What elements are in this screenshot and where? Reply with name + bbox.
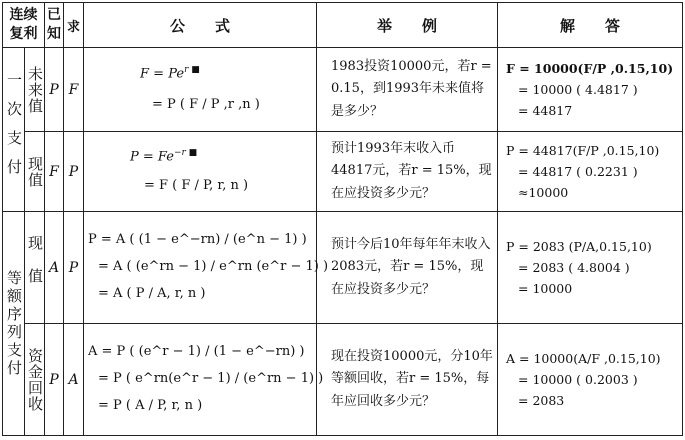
row-find: A xyxy=(64,324,84,436)
row-find: P xyxy=(64,132,84,212)
header-known-top: 已 xyxy=(47,7,61,24)
header-example-label: 举例 xyxy=(376,16,467,35)
formula-line: = A ( P / A, r, n ) xyxy=(98,285,206,301)
formula-line: $P = Fe^{-r ■}$ xyxy=(130,147,198,165)
formula-line: = P ( A / P, r, n ) xyxy=(98,397,203,413)
header-answer-label: 解答 xyxy=(559,16,650,35)
answer-line: P = 44817(F/P ,0.15,10) xyxy=(506,142,660,158)
header-formula xyxy=(84,3,317,48)
row-formula xyxy=(84,132,317,212)
header-continuous-compounding xyxy=(3,3,45,48)
formula-line: $F = Pe^{r ■}$ xyxy=(140,64,200,82)
answer-line: = 10000 ( 4.4817 ) xyxy=(518,81,638,97)
answer-line: P = 2083 (P/A,0.15,10) xyxy=(506,238,652,254)
group-series-label: 等额序列支付 xyxy=(5,269,23,378)
row-known: A xyxy=(45,212,64,324)
group-single-label: 一次支付 xyxy=(5,71,23,188)
row-known: F xyxy=(45,132,64,212)
formula-line: = F ( F / P, r, n ) xyxy=(144,178,249,194)
row-type-label: 资金回收 xyxy=(26,347,44,412)
row-answer xyxy=(498,324,683,436)
table-row xyxy=(3,132,683,212)
header-answer xyxy=(498,3,683,48)
row-known: P xyxy=(45,48,64,132)
answer-line: = 2083 ( 4.8004 ) xyxy=(518,259,630,275)
header-continuous-label: 连续 xyxy=(9,7,38,24)
answer-line: = 44817 ( 0.2231 ) xyxy=(518,163,638,179)
answer-line: ≈10000 xyxy=(518,185,569,201)
row-type xyxy=(25,212,45,324)
row-formula xyxy=(84,212,329,324)
row-example: 预计今后10年每年年末收入2083元，若r = 15%，现在应投资多少元？ xyxy=(317,212,498,324)
header-known xyxy=(45,3,64,48)
row-formula xyxy=(84,324,324,436)
formula-line: A = P ( (e^r − 1) / (1 − e^−rn) ) xyxy=(88,344,305,360)
table-row xyxy=(3,324,683,436)
row-type-label: 现值 xyxy=(26,234,44,301)
row-answer xyxy=(498,212,683,324)
formula-line: = P ( e^rn(e^r − 1) / (e^rn − 1) ) xyxy=(98,371,324,387)
row-example: 现在投资10000元，分10年等额回收，若r = 15%，每年应回收多少元？ xyxy=(317,324,498,436)
row-answer xyxy=(498,48,683,132)
answer-line: F = 10000(F/P ,0.15,10) xyxy=(506,60,674,76)
row-type xyxy=(25,132,45,212)
header-known-bottom: 知 xyxy=(47,26,61,42)
answer-line: = 2083 xyxy=(518,393,565,409)
row-known: P xyxy=(45,324,64,436)
header-compounding-label: 复利 xyxy=(9,26,38,42)
formula-line: = A ( (e^rn − 1) / e^rn (e^r − 1) ) xyxy=(98,259,329,275)
answer-line: = 44817 xyxy=(518,103,573,119)
formula-line: P = A ( (1 − e^−rn) / (e^n − 1) ) xyxy=(88,232,307,248)
formula-line: = P ( F / P ,r ,n ) xyxy=(152,97,260,113)
header-formula-label: 公式 xyxy=(169,16,260,35)
row-type-label: 未来值 xyxy=(26,65,44,114)
row-formula xyxy=(84,48,317,132)
header-example xyxy=(317,3,498,48)
row-find: F xyxy=(64,48,84,132)
group-single-payment xyxy=(3,48,25,212)
answer-line: = 10000 xyxy=(518,281,573,297)
continuous-compounding-table xyxy=(2,2,683,436)
table-row xyxy=(3,212,683,324)
header-find: 求 xyxy=(64,3,84,48)
row-example: 预计1993年末收入币44817元，若r = 15%，现在应投资多少元？ xyxy=(317,132,498,212)
row-type-label: 现值 xyxy=(26,155,44,188)
answer-line: = 10000 ( 0.2003 ) xyxy=(518,371,638,387)
answer-line: A = 10000(A/F ,0.15,10) xyxy=(506,350,661,366)
row-find: P xyxy=(64,212,84,324)
group-equal-series xyxy=(3,212,25,436)
row-type xyxy=(25,48,45,132)
row-answer xyxy=(498,132,683,212)
header-row xyxy=(3,3,683,48)
row-type xyxy=(25,324,45,436)
row-example: 1983投资10000元，若r = 0.15，到1993年未来值将是多少？ xyxy=(317,48,498,132)
table-row xyxy=(3,48,683,132)
